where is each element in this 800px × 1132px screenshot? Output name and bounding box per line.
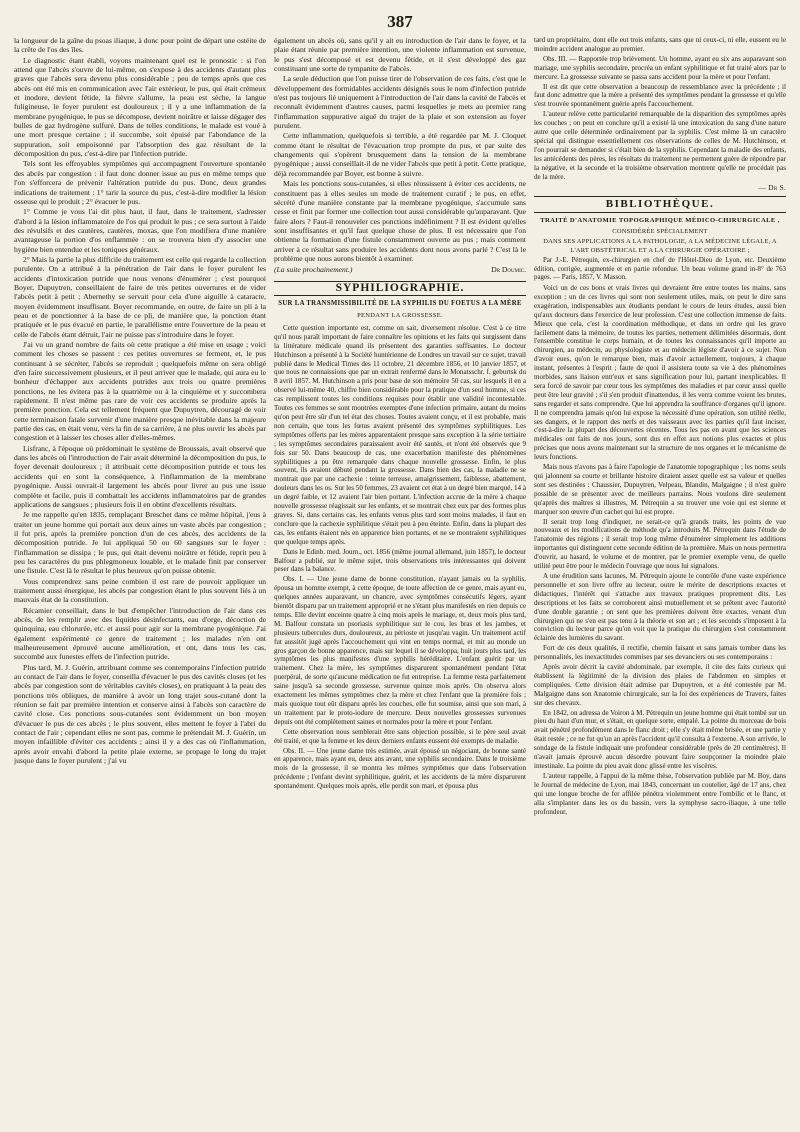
divider (274, 295, 526, 296)
paragraph: J'ai vu un grand nombre de faits où cette pratique a été mise en usage ; voici comment les choses se passent : ces petites ouvertures se ferment, et, le pus continuant à se sécréter, l'abcès se reproduit ; quelquefois même on sera obligé d'en faire successivement plusieurs, et il peut arriver que le malade, qui aura eu le bonheur d'échapper aux accidents putrides aux trois ou quatre premières ponctions, ne les évitera pas à la quatrième ou à la cinquième et y succombera rapidement. Il n'est même pas rare de voir ces accidents se produire après la première ponction. Cela est tellement fréquent que Dupuytren, découragé de voir cette terminaison fatale survenir d'une manière presque inévitable dans la majeure partie des cas, en était venu, vers la fin de sa carrière, à ne plus ouvrir les abcès par congestion et à laisser les choses aller d'elles-mêmes. (14, 340, 266, 443)
paragraph: Cette observation nous semblerait être sans objection possible, si le père seul avait été traité, et que la femme et les deux derniers enfants eussent été exempts de maladie. (274, 727, 526, 745)
article-subtitle: PENDANT LA GROSSESSE. (357, 312, 443, 320)
paragraph: Après avoir décrit la cavité abdominale, par exemple, il cite des faits curieux qui établissent la légitimité de la division des plaies de l'abdomen en simples et compliquées. Cette division était admise par Dupuytren, et a été contestée par M. Malgaigne dans son Anatomie chirurgicale, sur la foi des expériences de Travers, faites sur des chevaux. (534, 663, 786, 707)
paragraph: Vous comprendrez sans peine combien il est rare de pouvoir appliquer un traitement aussi énergique, les abcès par congestion étant le plus souvent liés à un mauvais état de la constitution. (14, 576, 266, 605)
column-left (14, 36, 266, 1126)
paragraph: Cette inflammation, quelquefois si terrible, a été regardée par M. J. Cloquet comme étant le résultat de l'évacuation trop prompte du pus, et par suite des changements qui s'opèrent brusquement dans la tension de la membrane pyogénique ; aussi conseillait-il de ne vider l'abcès que petit à petit. Cette pratique, déjà recommandée par Boyer, est bonne à suivre. (274, 131, 526, 178)
article-signature (274, 265, 526, 274)
book-title: TRAITÉ D'ANATOMIE TOPOGRAPHIQUE MÉDICO-CHIRURGICALE , (540, 217, 780, 225)
paragraph: L'auteur rappelle, à l'appui de la même thèse, l'observation publiée par M. Boy, dans le Journal de médecine de Lyon, mai 1843, concernant un coutelier, âgé de 17 ans, chez qui une longue broche de fer affilée pénétra violemment entre l'ombilic et le flanc, et alla s'implanter dans les os du bassin, vers la symphyse sacro-iliaque, à une telle profondeur, (534, 771, 786, 816)
paragraph: également un abcès où, sans qu'il y ait eu introduction de l'air dans le foyer, et la plaie étant réunie par première intention, une violente inflammation est survenue, le pus s'est décomposé et est devenu fétide, et il s'est développé des gaz constituant une sorte de tympanite de l'abcès. (274, 36, 526, 74)
paragraph: Il est dit que cette observation a beaucoup de ressemblance avec la précédente ; il faut donc admettre que la mère a présenté des symptômes pendant la grossesse et qu'elle s'est trouvée spontanément guérie après l'accouchement. (534, 82, 786, 109)
continuation-note: (La suite prochainement.) (274, 265, 353, 275)
paragraph: Dans le Edinb. med. Journ., oct. 1856 (même journal allemand, juin 1857), le docteur Balfour a publié, sur le même sujet, trois observations très intéressantes qui doivent peser dans la balance. (274, 547, 526, 574)
section-title: BIBLIOTHÈQUE. (605, 197, 715, 210)
paragraph: Obs. I. — Une jeune dame de bonne constitution, n'ayant jamais eu la syphilis, épousa un homme exempt, à cette époque, de toute affection de ce genre, mais ayant eu, quelques années auparavant, un chancre, avec symptômes consécutifs légers, ayant bientôt disparu par un traitement approprié et ne s'étant plus manifestés en rien depuis ce temps. Elle devint enceinte quatre à cinq mois après le mariage, et, deux mois plus tard, M. Balfour constata un psoriasis syphilitique sur le cou, les bras et les jambes, et plusieurs tubercules durs, douloureux, au périoste et jusqu'au vagin. Un traitement actif fut aussitôt jugé après l'accouchement qui vint en temps normal, et mit au monde un gros garçon de bonne apparence, mais sur lequel il se développa, huit jours plus tard, les symptômes les plus manifestes d'une syphilis héréditaire. L'enfant guérit par un traitement. Chez la mère, les symptômes disparurent spontanément pendant l'état puerpéral, de sorte qu'aucune médication ne fut entreprise. La femme resta parfaitement saine jusqu'à sa seconde grossesse, survenue quinze mois après. On observa alors exactement les mêmes symptômes chez la mère et chez l'enfant que la première fois ; mais quoique tout eût disparu après les couches, elle fut soumise, ainsi que son mari, à un traitement par le proto-iodure de mercure. Deux nouvelles grossesses survenues depuis ont été complètement saines et normales pour la mère et pour l'enfant. (274, 575, 526, 726)
paragraph: Obs. II. — Une jeune dame très estimée, avait épousé un négociant, de bonne santé en apparence, mais ayant eu, deux ans avant, une syphilis secondaire. Dans le troisième mois de la grossesse, il se montra les mêmes symptômes que dans l'observation précédente ; l'enfant devint syphilitique, guérit, et les accidents de la mère disparurent spontanément. Quelques mois après, elle perdit son mari, et épousa plus (274, 746, 526, 791)
paragraph: Fort de ces deux qualités, il rectifie, chemin faisant et sans jamais tomber dans les personnalités, les inexactitudes commises par ses devanciers ou ses contemporains : (534, 644, 786, 662)
paragraph: Il serait trop long d'indiquer, ne serait-ce qu'à grands traits, les points de vue nouveaux et les modifications de méthode qu'a introduits M. Pétrequin dans l'étude de l'anatomie des régions ; il serait trop long même d'énumérer simplement les additions importantes qui distinguent cette seconde édition de la première. Mais on nous permettra d'ouvrir, au hasard, le volume et de montrer, par le premier exemple venu, de quelle utilité peut être pour le médecin l'ouvrage que nous lui signalons. (534, 517, 786, 571)
divider (534, 196, 786, 197)
paragraph: En 1842, on adressa de Voiron à M. Pétrequin un jeune homme qui était tombé sur un pieu du haut d'un mur, et s'était, en quelque sorte, empalé. La pointe du morceau de bois avait pénétré profondément dans le flanc droit ; elle s'y était même brisée, et une partie y était restée ; ce ne fut qu'un an après l'accident qu'il consulta à l'externe. A son arrivée, le sondage de la fistule indiquait une profondeur considérable (près de 20 centimètres). Il n'avait jamais éprouvé aucun désordre pouvant faire soupçonner la moindre plaie intestinale. La pointe du pieu avait donc glissé entre les viscères. (534, 708, 786, 770)
book-subtitle: CONSIDÉRÉE SPÉCIALEMENT (612, 227, 708, 235)
paragraph: Mais les ponctions sous-cutanées, si elles réussissent à éviter ces accidents, ne constituent pas à elles seules un mode de traitement curatif ; le pus, en effet, sécrété d'une manière constante par la membrane pyogénique, s'accumule sans cesse et finit par former une collection tout aussi considérable qu'auparavant. Que faire alors ? Faut-il renouveler ces ponctions indéfiniment ? Il est évident qu'elles sont insuffisantes et qu'il faut quelque chose de plus. Il est nécessaire que l'on obtienne la formation d'une fistule constamment ouverte au pus ; mais comment arriver à ce résultat sans produire les accidents dont nous avons parlé ? C'est là le problème que nous aurons bientôt à examiner. (274, 179, 526, 263)
paragraph: Récamier conseillait, dans le but d'empêcher l'introduction de l'air dans ces abcès, de les remplir avec des liquides désinfectants, eau d'orge, décoction de quinquina, eau chlorurée, etc. et aussi pour agir sur la membrane pyogénique. J'ai également expérimenté ce genre de traitement ; les malades n'en ont malheureusement éprouvé aucune amélioration, et ont, dans tous les cas, succombé aux funestes effets de l'infection putride. (14, 605, 266, 662)
paragraph: Plus tard, M. J. Guérin, attribuant comme ses contemporains l'infection putride au contact de l'air dans le foyer, conseilla d'évacuer le pus des cavités closes (et les abcès par congestion sont de véritables cavités closes), en pratiquant à la peau des ponctions très obliques, de manière à avoir un long trajet sous-cutané dont la réunion se fait par première intention et conserve ainsi à l'abcès son caractère de cavité close. Ces ponctions sous-cutanées sont évidemment un bon moyen d'évacuer le pus de ces abcès ; le plus souvent, elles mettent le foyer à l'abri du contact de l'air ; cependant elles ne sont pas, comme le prétendait M. J. Guérin, un moyen infaillible d'éviter ces accidents ; ainsi il y a des cas où l'inflammation, après avoir envahi d'abord la petite plaie externe, se propage le long du trajet jusque dans le foyer purulent ; j'ai vu (14, 662, 266, 766)
paragraph: 2° Mais la partie la plus difficile du traitement est celle qui regarde la collection purulente. On a attribué à la pénétration de l'air dans le foyer purulent les accidents d'intoxication putride que nous venons d'énumérer ; c'est pourquoi Boyer, Dupuytren, conseillaient de faire de très petites ouvertures et de vider l'abcès petit à petit ; Abernethy se servait pour cela d'une aiguille à cataracte, moyen évidemment insuffisant. Boyer recommande, en outre, de faire un pli à la peau et de ponctionner à la base de ce pli, de manière que, la ponction étant pratiquée et le pus évacué en partie, le parallélisme entre l'ouverture de la peau et celle de l'abcès étant détruit, l'air ne puisse pas s'introduire dans le foyer. (14, 254, 266, 339)
paragraph: A une érudition sans lacunes, M. Pétrequin ajoute le contrôle d'une vaste expérience personnelle et son livre offre au lecteur, outre le mérite de descriptions exactes et didactiques, l'intérêt qui s'attache aux travaux pratiques proprement dits. Les descriptions et les faits se corroborent ainsi mutuellement et se prêtent avec l'autorité d'une double garantie ; on sent que les premières doivent être exactes, venant d'un chirurgien qui ne s'en est pas tenu à la théorie et son art ; et les seconds s'imposent à la conviction du lecteur parce qu'on voit que la pratique du chirurgien s'est constamment éclairée des lumières du savant. (534, 571, 786, 643)
column-middle (274, 36, 526, 1126)
book-description: Par J.-E. Pétrequin, ex-chirurgien en chef de l'Hôtel-Dieu de Lyon, etc. Deuxième édition, corrigée, augmentée et en partie refondue. Un beau volume grand in-8° de 763 pages. — Paris, 1857, V. Masson. (534, 257, 786, 282)
paragraph: Tels sont les effroyables symptômes qui accompagnent l'ouverture spontanée des abcès par congestion : il faut donc donner issue au pus en même temps que l'on s'efforcera de prévenir l'altération putride du pus. Donc, deux grandes indications de traitement : 1° tarir la source du pus, c'est-à-dire modifier la lésion osseuse qui le produit ; 2° évacuer le pus. (14, 159, 266, 206)
paragraph: la longueur de la gaîne du psoas iliaque, à donc pour point de départ une ostéite de la crête de l'os des îles. (14, 36, 266, 55)
book-subtitle: DANS SES APPLICATIONS A LA PATHOLOGIE, A LA MÉDECINE LÉGALE, A L'ART OBSTÉTRICAL ET A LA CHIRURGIE OPÉRATOIRE ; (543, 238, 777, 254)
paragraph: L'auteur relève cette particularité remarquable de la disparition des symptômes après les couches ; on peut en conclure qu'il a existé là une intoxication du sang d'une nature autre que celle déterminée ordinairement par la syphilis. C'est même là un caractère spécial qui distingue essentiellement ces observations de celles de M. Hutchinson, et l'on pourrait se demander si c'était bien de la syphilis. Cependant la maladie des enfants, les antécédents des pères, les résultats du traitement ne permettent guère de répondre par la négative, et la seconde et la troisième observation montrent qu'elle ne procédait pas de la mère. (534, 110, 786, 181)
paragraph: 1° Comme je vous l'ai dit plus haut, il faut, dans le traitement, s'adresser d'abord à la lésion inflammatoire de l'os qui produit le pus ; ce sera surtout à l'aide des révulsifs et des cautères, cautères, moxas, que l'on modifiera d'une manière avantageuse la portion d'os enflammée : on se trouvera bien d'y associer une hygiène bien entendue et les toniques généraux. (14, 207, 266, 254)
divider (534, 212, 786, 213)
column-right (534, 36, 786, 1126)
paragraph: Mais nous n'avons pas à faire l'apologie de l'anatomie topographique ; les noms seuls qui jalonnent sa courte et brillante histoire diraient assez quelle est sa valeur et quelles sont ses destinées : Chaussier, Dupuytren, Velpeau, Blandin, Malgaigne ; il n'est guère possible de se présenter avec de meilleurs parrains. Nous voulons dire seulement qu'après des maîtres si illustres, M. Pétrequin a su trouver une voie qui est sienne et marquer son œuvre d'un cachet qui lui est propre. (534, 463, 786, 516)
paragraph: Je me rappelle qu'en 1835, remplaçant Breschet dans ce même hôpital, j'eus à traiter un jeune homme qui portait aux deux aines un vaste abcès par congestion ; il fut pris, après la première ponction d'un de ces abcès, des accidents de la décomposition putride. Je lui appliquai 50 ou 60 sangsues sur le foyer : l'inflammation se dissipa ; le pus, qui était devenu noirâtre et fétide, reprit peu à peu les caractères du pus phlegmoneux louable, et le malade finit par conserver une fistule. C'est là le résultat le plus heureux qu'on puisse obtenir. (14, 510, 266, 576)
paragraph: Voici un de ces bons et vrais livres qui devraient être entre toutes les mains, sans exception ; un de ces livres qui sont non seulement utiles, mais, on peut le dire sans exagération, indispensables aux étudiants pendant le cours de leurs études, aussi bien qu'aux docteurs dans l'exercice de leur profession. C'est une collection immense de faits. Mieux que cela, c'est la coordination méthodique, et dans un ordre qui les grave facilement dans la mémoire, de toutes les parties, nettement délimitées désormais, dont l'ensemble constitue le corps humain, et de toutes les connaissances qu'il importe au chirurgien, au médecin, au physiologiste et au médecin légiste d'avoir à ce sujet. Non d'avoir eues, qu'on le remarque bien, mais d'avoir actuellement, toujours, à chaque instant, présentes à l'esprit ; faute de quoi il assistera toute sa vie à des phénomènes morbides, sans liaison entr'eux et sans signification pour lui, partant inexplicables. Il sera forcé de savoir par cœur tous les symptômes des maladies et par cœur aussi quelle peut être leur gravité ; s'il s'en produit d'inattendus, il les verra comme voient les brutes, sans regarder et sans comprendre. Que lui apprendra la souffrance d'organes qu'il ignore. Il ne comprendra jamais qu'on lui expose la nécessité d'une opération, son utilité réelle, ses dangers, et le rapport des nerfs et des vaisseaux avec les parties qu'il faut inciser, c'est-à-dire la plupart des découvertes récentes. Tous les pas en avant que les sciences médicales ont faits de nos jours, sont dus en effet aux notions plus exactes et plus précises que nous avons maintenant sur la structure de nos organes et le mécanisme de leurs fonctions. (534, 283, 786, 462)
paragraph: Cette question importante est, comme on sait, diversement résolue. C'est à ce titre qu'il nous paraît important de faire connaître les opinions et les faits qui surgissent dans la littérature médicale quand ils présentent des garanties suffisantes. Le docteur Hutchinson a présenté à la Société huntérienne de Londres un travail sur ce sujet, travail publié dans le Medical Times des 11 octobre, 21 décembre 1856, et 10 janvier 1857, et que nous ne connaissions que par un extrait renfermé dans le Monatsschr. f. geburtsk du 8 avril 1857. M. Hutchinson a pris pour base de son mémoire 50 cas, sur lesquels il en a observé lui-même 40, chiffre bien considérable pour la pratique d'un seul homme, si ces cas remplissent toutes les conditions requises pour établir une validité incontestable. Toutes ces femmes se sont montrées exemptes d'une infection primaire, autant du moins qu'on peut être sûr d'un tel état des choses. Toutes avaient conçu, et il est probable, mais non certain, que tous les fœtus avaient présenté des symptômes syphilitiques. Les symptômes offerts par les mères apparentaient presque sans exception à la série tertiaire ; les symptômes secondaires paraissaient avoir été sautés, et n'ont été observés que 9 fois sur 50. Dans beaucoup de cas, une exacerbation manifeste des phénomènes syphilitiques a pu être remarquée dans chaque nouvelle grossesse. Enfin, le plus souvent, ils avaient débuté pendant la grossesse. Dans bien des cas, la maladie ne se montrait que par une cachexie : teinte terreuse, amaigrissement, faiblesse, abattement, douleurs dans les os. Sur les 50 femmes, 23 avaient cet état à un degré bien marqué, 14 à un degré faible, et 12 avaient l'air bien portant. L'infection accrue de la mère à chaque nouvelle grossesse réagissait sur les enfants, et se montrait chez eux par des formes plus graves. Si, dans certains cas, les enfants venus plus tard sont moins malades, il faut en conclure que la cachexie syphilitique s'était peu à peu éteinte. Enfin, dans la plupart des cas, les enfants étaient nés en apparence bien portants, et ne se montraient syphilitiques que quelque temps après. (274, 323, 526, 546)
article-signature (534, 183, 786, 192)
author-name: — Dr S. (758, 182, 786, 192)
author-name: Dr Doumic. (491, 265, 526, 275)
paragraph: Le diagnostic étant établi, voyons maintenant quel est le pronostic : si l'on attend que l'abcès s'ouvre de lui-même, on s'expose à des accidents d'autant plus graves que l'abcès sera devenu plus considérable ; peu de temps après que ces abcès ont été mis en communication avec l'air extérieur, le pus, qui était crémeux et inodore, devient fétide, la fièvre s'allume, la peau est sèche, la langue fuligineuse, le foyer purulent est douloureux ; il y a une inflammation de la membrane pyogénique, le pus se décompose, devient noirâtre et laisse dégager des bulles de gaz hydrogène sulfuré. Dans de telles conditions, le malade est voué à une mort presque certaine ; il succombe, soit épuisé par l'abondance de la suppuration, soit empoisonné par l'absorption des gaz résultant de la décomposition du pus, c'est-à-dire par l'infection putride. (14, 55, 266, 159)
page-number: 387 (387, 12, 413, 31)
paragraph: La seule déduction que l'on puisse tirer de l'observation de ces faits, c'est que le développement des formidables accidents désignés sous le nom d'infection putride n'est pas toujours lié uniquement à l'introduction de l'air dans la cavité de l'abcès et reconnaît évidemment d'autres causes, parmi lesquelles je mets au premier rang l'inflammation suppurative aiguë du trajet de la plaie et son extension au foyer purulent. (274, 74, 526, 131)
article-title: SUR LA TRANSMISSIBILITÉ DE LA SYPHILIS DU FOETUS A LA MÈRE (278, 299, 522, 307)
paragraph: tard un propriétaire, dont elle eut trois enfants, sans que ni ceux-ci, ni elle, eussent eu le moindre accident analogue au premier. (534, 36, 786, 53)
section-title: SYPHILIOGRAPHIE. (335, 281, 465, 294)
paragraph: Obs. III. — Rapportée trop brièvement. Un homme, ayant eu six ans auparavant son mariage, une syphilis secondaire, procréa un enfant syphilitique et fut traité alors par le mercure. La grossesse suivante se passa sans accident pour la mère et pour l'enfant. (534, 54, 786, 81)
paragraph: Lisfranc, à l'époque où prédominait le système de Broussais, avait observé que dans les abcès où l'introduction de l'air avait déterminé la décomposition du pus, le foyer devenait douloureux ; il attribuait cette décomposition putride et tous les accidents qui en sont la conséquence, à l'inflammation de la membrane pyogénique. Aussi ouvrait-il largement les abcès pour livrer au pus une issue complète et facile, puis il combattait les accidents inflammatoires par de grandes applications de sangsues ; plusieurs fois il en obtint d'excellents résultats. (14, 443, 266, 509)
